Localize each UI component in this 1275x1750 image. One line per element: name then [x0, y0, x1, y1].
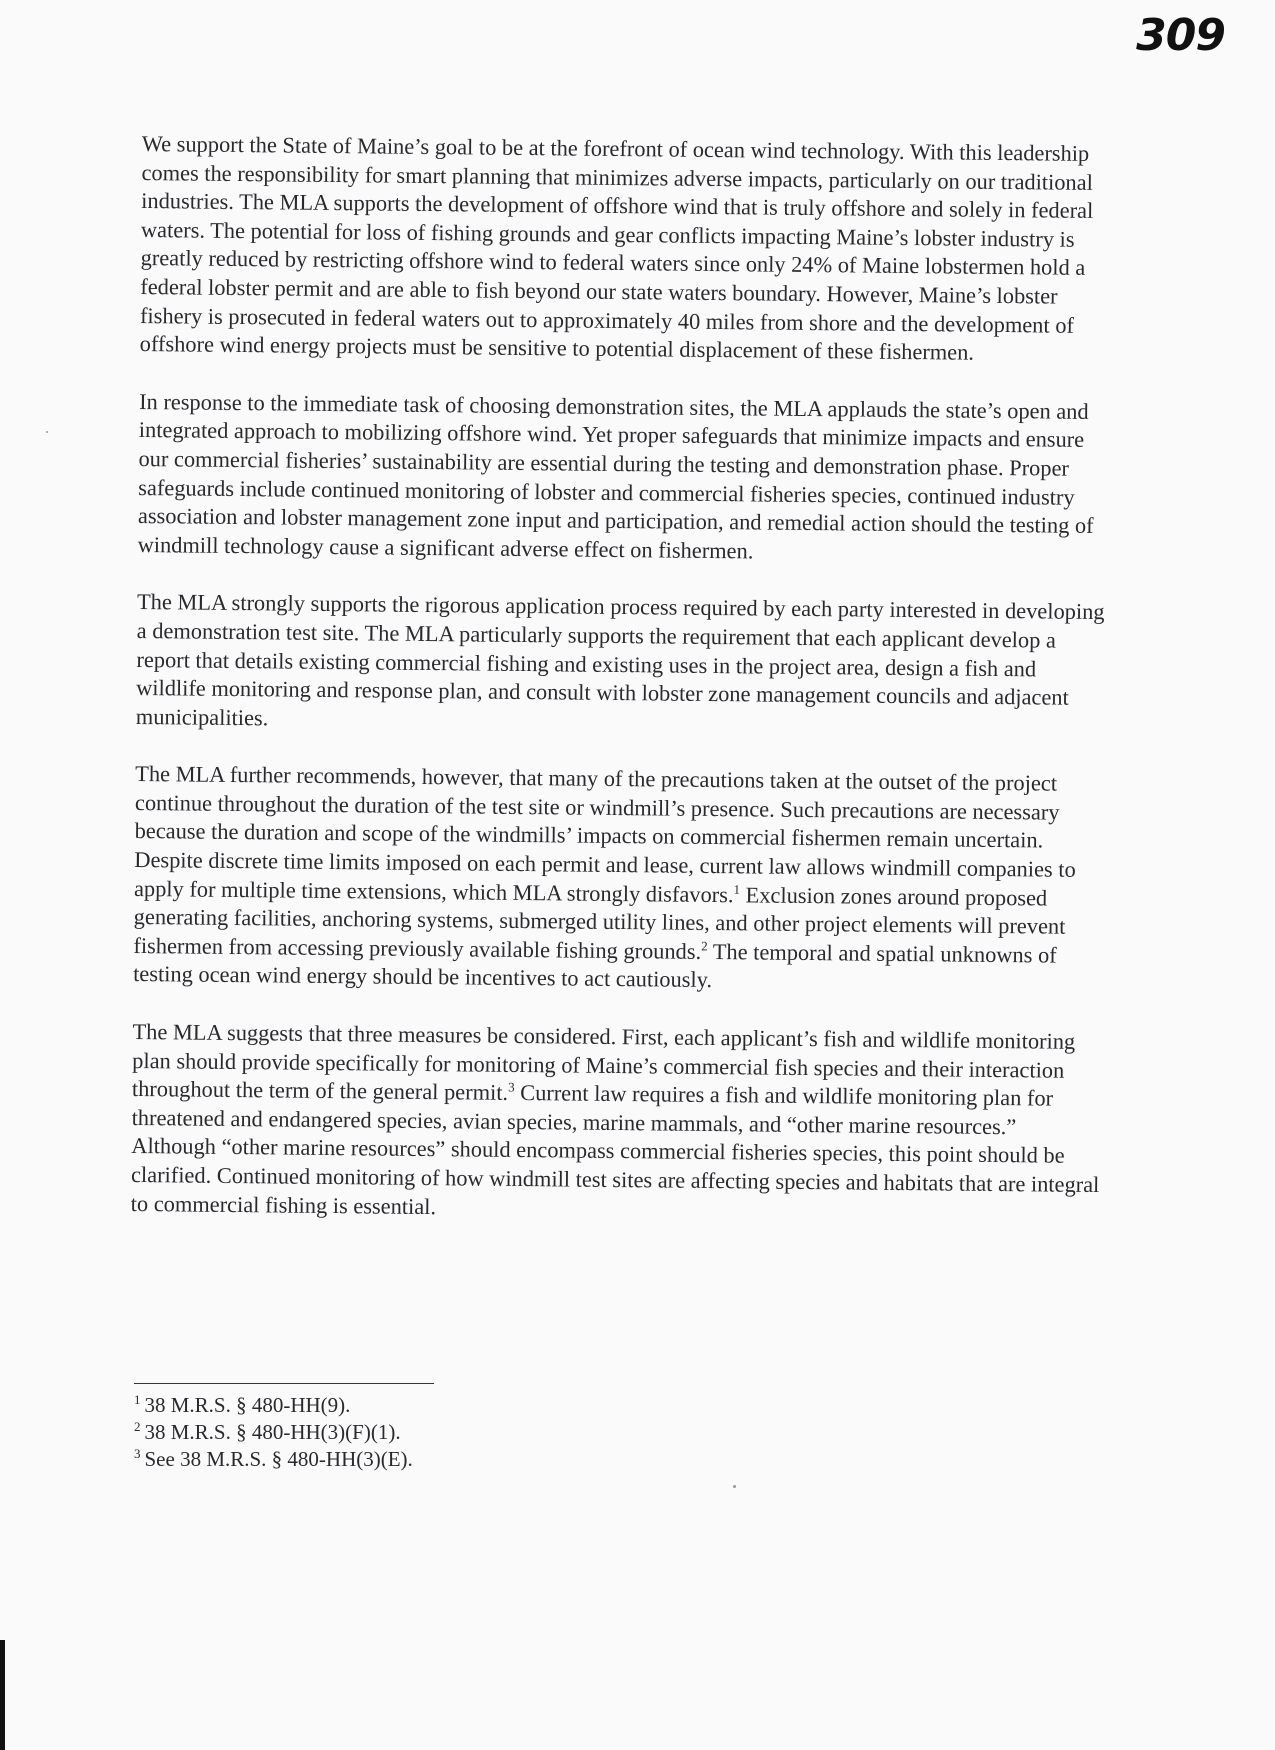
footnote-mark: 1: [134, 1392, 141, 1407]
paragraph-1: [140, 130, 1112, 369]
footnote-text: See 38 M.R.S. § 480-HH(3)(E).: [144, 1447, 413, 1471]
footnote-1: [134, 1392, 634, 1419]
footnote-divider: [134, 1383, 434, 1384]
paragraph-4: [133, 760, 1105, 999]
footnote-3: [134, 1446, 634, 1473]
scan-speck: [46, 431, 48, 433]
paragraph-text: The MLA strongly supports the rigorous application process required by each party interested in developing a demonstration test site. The MLA particularly supports the requirement that each applicant develop a report that details existing commercial fishing and existing uses in the project area, design a fish and wildlife monitoring and response plan, and consult with lobster zone management councils and adjacent municipalities.: [135, 589, 1105, 731]
paragraph-text: The MLA further recommends, however, that many of the precautions taken at the outset of the project continue throughout the duration of the test site or windmill’s presence. Such precautions are necessary because the duration and scope of the windmills’ impacts on commercial fishermen remain uncertain. Despite discrete time limits imposed on each permit and lease, current law allows windmill companies to apply for multiple time extensions, which MLA strongly disfavors.: [133, 761, 1076, 907]
footnote-mark: 2: [134, 1419, 141, 1434]
scan-speck: [733, 1485, 736, 1488]
paragraph-text: Current law requires a fish and wildlife monitoring plan for threatened and endangered species, avian species, marine mammals, and “other marine resources.” Although “other marine resources” should encompass commercial fisheries species, this point should be clarified. Continued monitoring of how windmill test sites are affecting species and habitats that are integral to commercial fishing is essential.: [130, 1080, 1100, 1219]
paragraph-text: Exclusion zones around proposed generating facilities, anchoring systems, submerged utility lines, and other project elements will prevent fishermen from accessing previously available fishing grounds.: [133, 881, 1066, 964]
footnote-ref-3[interactable]: 3: [508, 1079, 515, 1095]
paragraph-3: [136, 588, 1107, 741]
footnote-text: 38 M.R.S. § 480-HH(9).: [144, 1393, 351, 1417]
footnote-2: [134, 1419, 634, 1446]
footnotes: [134, 1383, 634, 1473]
paragraph-text: The temporal and spatial unknowns of testing ocean wind energy should be incentives to act cautiously.: [133, 938, 1057, 993]
paragraph-text: We support the State of Maine’s goal to be at the forefront of ocean wind technology. With this leadership comes the responsibility for smart planning that minimizes adverse impacts, particularly on our traditional industries. The MLA supports the development of offshore wind that is truly offshore and solely in federal waters. The potential for loss of fishing grounds and gear conflicts impacting Maine’s lobster industry is greatly reduced by restricting offshore wind to federal waters since only 24% of Maine lobstermen hold a federal lobster permit and are able to fish beyond our state waters boundary. However, Maine’s lobster fishery is prosecuted in federal waters out to approximately 40 miles from shore and the development of offshore wind energy projects must be sensitive to potential displacement of these fishermen.: [139, 130, 1094, 365]
page-number: 309: [1136, 10, 1225, 61]
paragraph-5: [131, 1018, 1103, 1228]
paragraph-text: In response to the immediate task of choosing demonstration sites, the MLA applauds the state’s open and integrated approach to mobilizing offshore wind. Yet proper safeguards that minimize impacts and ensure our commercial fisheries’ sustainability are essential during the testing and demonstration phase. Proper safeguards include continued monitoring of lobster and commercial fisheries species, continued industry association and lobster management zone input and participation, and remedial action should the testing of windmill technology cause a significant adverse effect on fishermen.: [137, 388, 1094, 564]
paragraph-text: The MLA suggests that three measures be considered. First, each applicant’s fish and wildlife monitoring plan should provide specifically for monitoring of Maine’s commercial fish species and their interaction throughout the term of the general permit.: [131, 1018, 1076, 1106]
scan-edge-shadow: [0, 1640, 5, 1750]
footnote-mark: 3: [134, 1446, 141, 1461]
footnote-ref-1[interactable]: 1: [733, 881, 741, 897]
footnote-ref-2[interactable]: 2: [701, 938, 708, 954]
letter-body: [130, 130, 1112, 1257]
footnote-text: 38 M.R.S. § 480-HH(3)(F)(1).: [144, 1420, 401, 1444]
paragraph-2: [138, 388, 1110, 570]
